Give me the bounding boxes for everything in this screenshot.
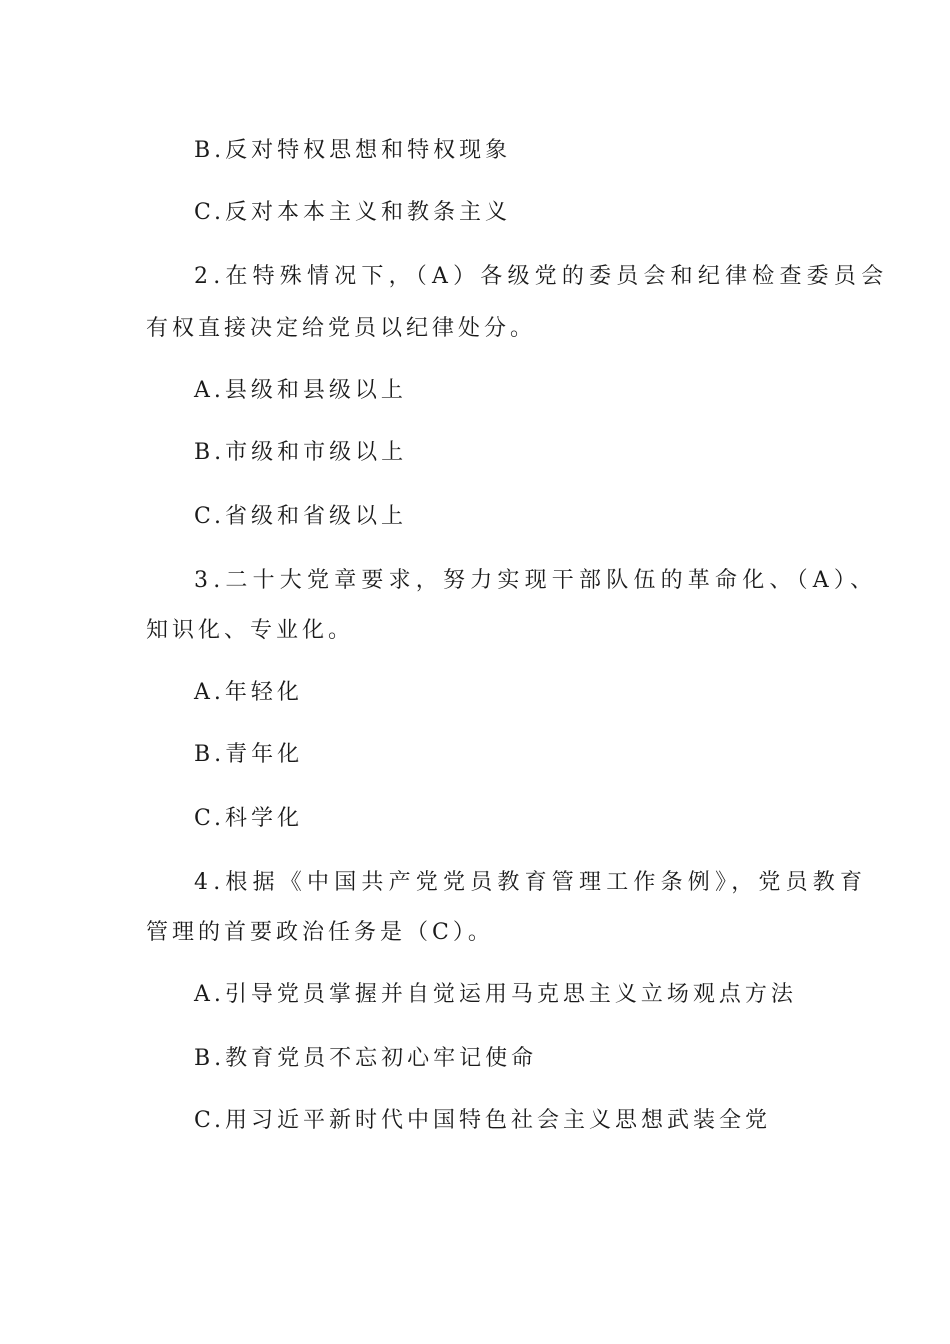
question-3-line-2: 知识化、专业化。 xyxy=(146,618,355,643)
q2-option-c: C.省级和省级以上 xyxy=(194,504,408,529)
q1-option-b: B.反对特权思想和特权现象 xyxy=(194,138,512,163)
question-2-line-2: 有权直接决定给党员以纪律处分。 xyxy=(146,316,537,341)
q2-option-b: B.市级和市级以上 xyxy=(194,440,408,465)
q3-option-b: B.青年化 xyxy=(194,742,304,767)
q1-option-c: C.反对本本主义和教条主义 xyxy=(194,200,512,225)
q4-option-c: C.用习近平新时代中国特色社会主义思想武装全党 xyxy=(194,1108,772,1133)
q3-option-c: C.科学化 xyxy=(194,806,304,831)
question-4-line-1: 4.根据《中国共产党党员教育管理工作条例》，党员教育 xyxy=(194,870,868,895)
question-4-line-2: 管理的首要政治任务是（C）。 xyxy=(146,920,494,945)
q3-option-a: A.年轻化 xyxy=(194,680,303,705)
q2-option-a: A.县级和县级以上 xyxy=(194,378,407,403)
question-2-line-1: 2.在特殊情况下，（A）各级党的委员会和纪律检查委员会 xyxy=(194,264,889,289)
q4-option-b: B.教育党员不忘初心牢记使命 xyxy=(194,1046,538,1071)
q4-option-a: A.引导党员掌握并自觉运用马克思主义立场观点方法 xyxy=(194,982,797,1007)
question-3-line-1: 3.二十大党章要求，努力实现干部队伍的革命化、（A）、 xyxy=(194,568,878,593)
